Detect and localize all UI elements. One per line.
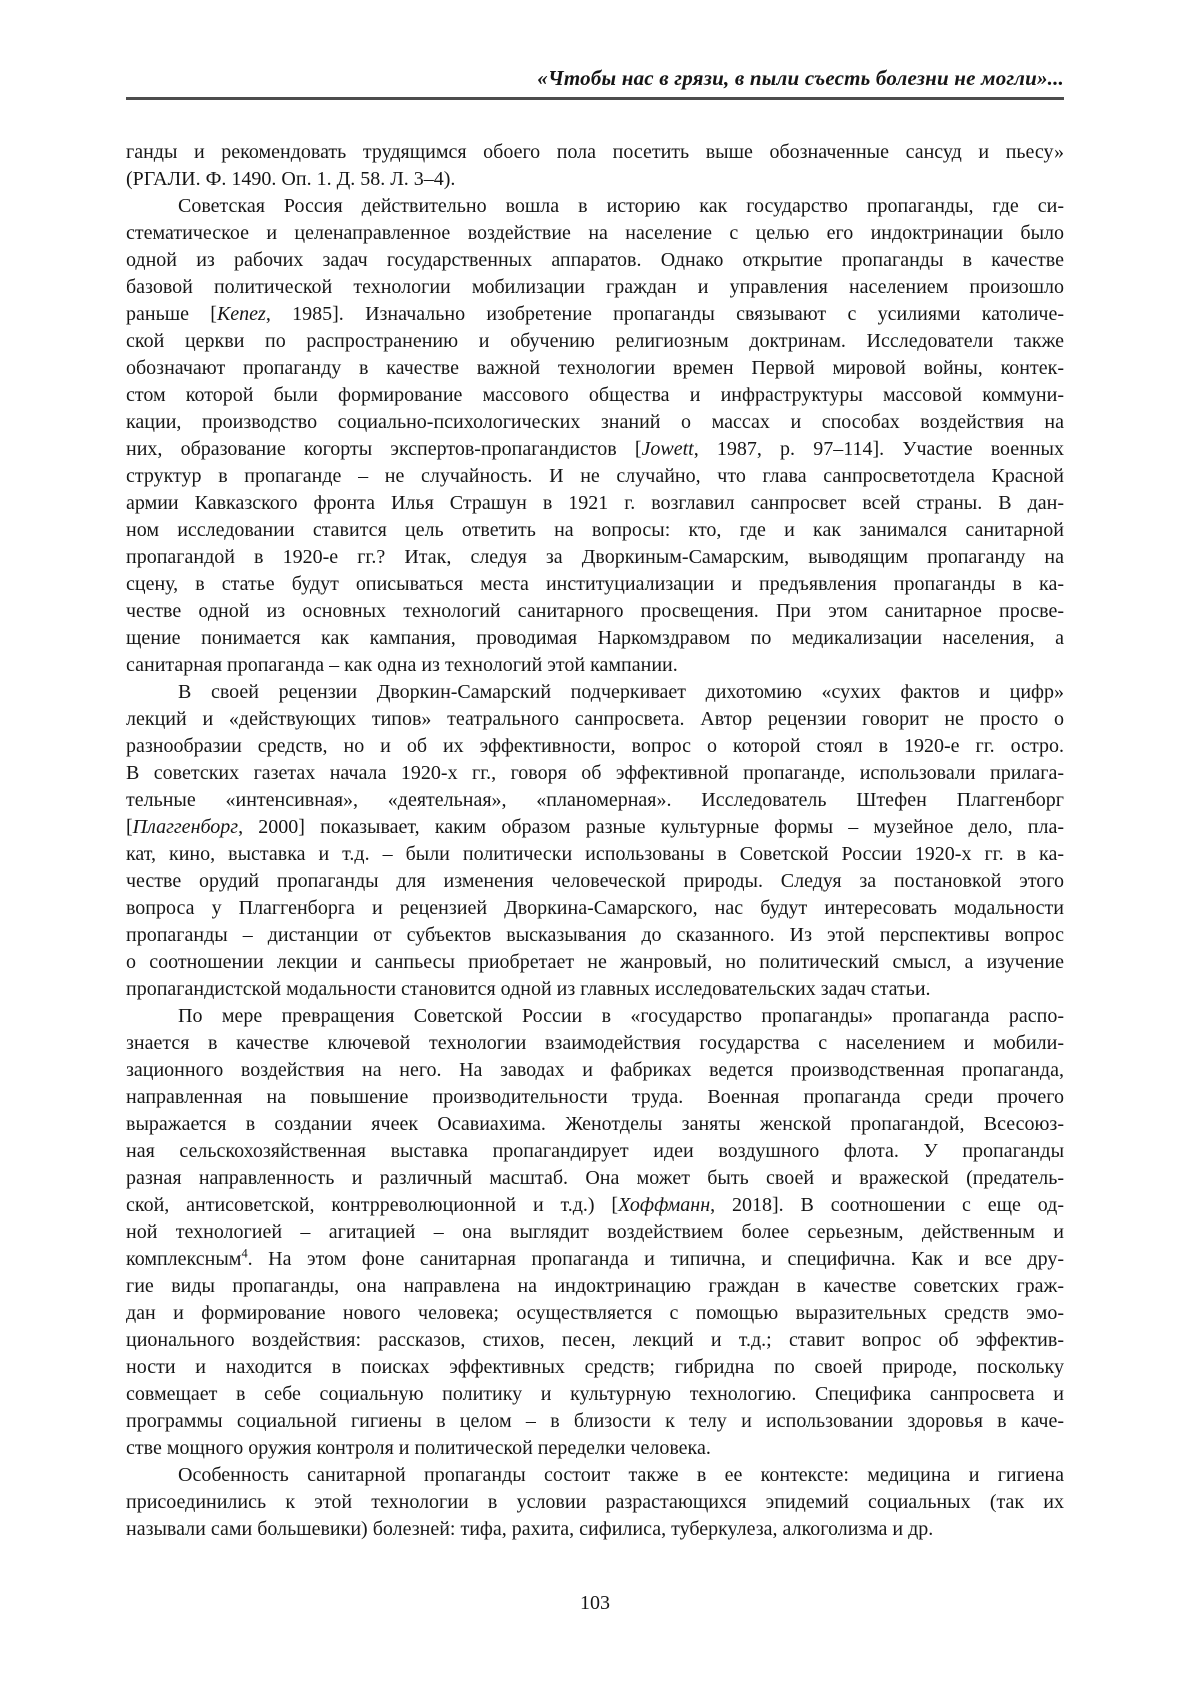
- text-line: кат, кино, выставка и т.д. – были политически использованы в Советской России 1920-х гг. в ка-: [126, 843, 1064, 865]
- text-line: вопроса у Плаггенборга и рецензией Дворкина-Самарского, нас будут интересовать модальности: [126, 897, 1064, 919]
- text-line: ной технологией – агитацией – она выглядит воздействием более серьезным, действенным и: [126, 1221, 1064, 1243]
- running-title: «Чтобы нас в грязи, в пыли съесть болезни не могли»...: [537, 66, 1064, 90]
- page-footer: [126, 1592, 1064, 1615]
- text-line: ности и находится в поисках эффективных средств; гибридна по своей природе, поскольку: [126, 1356, 1064, 1378]
- text-line: [Плаггенборг, 2000] показывает, каким образом разные культурные формы – музейное дело, пла-: [126, 816, 1064, 838]
- text-line: пропагандой в 1920-е гг.? Итак, следуя за Дворкиным-Самарским, выводящим пропаганду на: [126, 546, 1064, 568]
- text-line: разная направленность и различный масштаб. Она может быть своей и вражеской (предатель-: [126, 1167, 1064, 1189]
- text-line: комплексным$^4$. На этом фоне санитарная пропаганда и типична, и специфична. Как и все дру-: [126, 1246, 1064, 1270]
- text-line: программы социальной гигиены в целом – в близости к телу и использовании здоровья в каче-: [126, 1410, 1064, 1432]
- header-rule: [126, 97, 1064, 100]
- text-line: В своей рецензии Дворкин-Самарский подчеркивает дихотомию «сухих фактов и цифр»: [178, 681, 1064, 703]
- text-line: разнообразии средств, но и об их эффективности, вопрос о которой стоял в 1920-е гг. остро.: [126, 735, 1064, 757]
- page-number: 103: [580, 1592, 610, 1614]
- text-line: одной из рабочих задач государственных аппаратов. Однако открытие пропаганды в качестве: [126, 249, 1064, 271]
- text-line: По мере превращения Советской России в «государство пропаганды» пропаганда распо-: [178, 1005, 1064, 1027]
- text-line: ганды и рекомендовать трудящимся обоего пола посетить выше обозначенные сансуд и пьесу»: [126, 141, 1064, 163]
- text-line: зационного воздействия на него. На заводах и фабриках ведется производственная пропаганда,: [126, 1059, 1064, 1081]
- text-line: раньше [Kenez, 1985]. Изначально изобретение пропаганды связывают с усилиями католиче-: [126, 303, 1064, 325]
- text-line: них, образование когорты экспертов-пропагандистов [Jowett, 1987, p. 97–114]. Участие военных: [126, 438, 1064, 460]
- text-line: армии Кавказского фронта Илья Страшун в 1921 г. возглавил санпросвет всей страны. В дан-: [126, 492, 1064, 514]
- text-line: щение понимается как кампания, проводимая Наркомздравом по медикализации населения, а: [126, 627, 1064, 649]
- text-line: ная сельскохозяйственная выставка пропагандирует идеи воздушного флота. У пропаганды: [126, 1140, 1064, 1162]
- text-line: обозначают пропаганду в качестве важной технологии времен Первой мировой войны, контек-: [126, 357, 1064, 379]
- article-body: [126, 139, 1064, 1543]
- text-line: направленная на повышение производительности труда. Военная пропаганда среди прочего: [126, 1086, 1064, 1108]
- text-line: дан и формирование нового человека; осуществляется с помощью выразительных средств эмо-: [126, 1302, 1064, 1324]
- text-line: честве одной из основных технологий санитарного просвещения. При этом санитарное просве-: [126, 600, 1064, 622]
- text-line: кации, производство социально-психологических знаний о массах и способах воздействия на: [126, 411, 1064, 433]
- text-line: ской, антисоветской, контрреволюционной и т.д.) [Хоффманн, 2018]. В соотношении с еще од-: [126, 1194, 1064, 1216]
- text-line: пропаганды – дистанции от субъектов высказывания до сказанного. Из этой перспективы вопрос: [126, 924, 1064, 946]
- text-line: совмещает в себе социальную политику и культурную технологию. Специфика санпросвета и: [126, 1383, 1064, 1405]
- text-line: ном исследовании ставится цель ответить на вопросы: кто, где и как занимался санитарной: [126, 519, 1064, 541]
- text-line: стве мощного оружия контроля и политической переделки человека.: [126, 1437, 711, 1459]
- text-line: сцену, в статье будут описываться места институциализации и предъявления пропаганды в ка-: [126, 573, 1064, 595]
- text-line: В советских газетах начала 1920-х гг., говоря об эффективной пропаганде, использовали прилага-: [126, 762, 1064, 784]
- text-line: о соотношении лекции и санпьесы приобретает не жанровый, но политический смысл, а изучение: [126, 951, 1064, 973]
- text-line: присоединились к этой технологии в условии разрастающихся эпидемий социальных (так их: [126, 1491, 1064, 1513]
- text-line: (РГАЛИ. Ф. 1490. Оп. 1. Д. 58. Л. 3–4).: [126, 168, 456, 190]
- text-line: знается в качестве ключевой технологии взаимодействия государства с населением и мобили-: [126, 1032, 1064, 1054]
- text-line: стом которой были формирование массового общества и инфраструктуры массовой коммуни-: [126, 384, 1064, 406]
- text-line: называли сами большевики) болезней: тифа, рахита, сифилиса, туберкулеза, алкоголизма и др.: [126, 1518, 934, 1540]
- text-line: выражается в создании ячеек Осавиахима. Женотделы заняты женской пропагандой, Всесоюз-: [126, 1113, 1064, 1135]
- text-line: стематическое и целенаправленное воздействие на население с целью его индоктринации было: [126, 222, 1064, 244]
- text-line: ской церкви по распространению и обучению религиозным доктринам. Исследователи также: [126, 330, 1064, 352]
- text-line: пропагандистской модальности становится одной из главных исследовательских задач статьи.: [126, 978, 931, 1000]
- text-line: гие виды пропаганды, она направлена на индоктринацию граждан в качестве советских граж-: [126, 1275, 1064, 1297]
- text-line: Особенность санитарной пропаганды состоит также в ее контексте: медицина и гигиена: [178, 1464, 1064, 1486]
- text-line: санитарная пропаганда – как одна из технологий этой кампании.: [126, 654, 678, 676]
- text-line: Советская Россия действительно вошла в историю как государство пропаганды, где си-: [178, 195, 1064, 217]
- text-line: лекций и «действующих типов» театрального санпросвета. Автор рецензии говорит не просто о: [126, 708, 1064, 730]
- text-line: честве орудий пропаганды для изменения человеческой природы. Следуя за постановкой этого: [126, 870, 1064, 892]
- text-line: базовой политической технологии мобилизации граждан и управления населением произошло: [126, 276, 1064, 298]
- text-line: тельные «интенсивная», «деятельная», «планомерная». Исследователь Штефен Плаггенборг: [126, 789, 1064, 811]
- running-header: [126, 64, 1064, 100]
- text-line: структур в пропаганде – не случайность. И не случайно, что глава санпросветотдела Красной: [126, 465, 1064, 487]
- text-line: ционального воздействия: рассказов, стихов, песен, лекций и т.д.; ставит вопрос об эффектив-: [126, 1329, 1064, 1351]
